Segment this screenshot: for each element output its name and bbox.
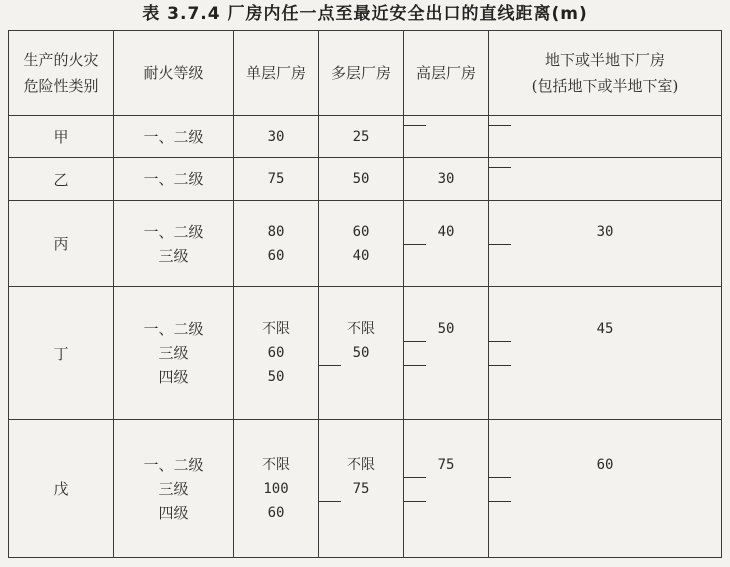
single-storey-cell xyxy=(234,201,319,287)
single-storey-cell xyxy=(234,116,319,158)
grade-value: 一、二级 xyxy=(143,320,204,338)
dash-mark xyxy=(319,501,341,526)
dash-mark xyxy=(404,501,426,526)
single-storey-value: 100 xyxy=(263,480,289,497)
multi-storey-value xyxy=(319,501,403,525)
high-rise-value xyxy=(404,341,488,365)
high-rise-cell xyxy=(404,158,489,201)
multi-storey-cell xyxy=(319,420,404,558)
header-fire-risk-category: 生产的火灾 危险性类别 xyxy=(9,31,114,116)
grade-cell xyxy=(114,201,234,287)
dash-mark xyxy=(404,477,426,502)
single-storey-value: 不限 xyxy=(262,321,290,337)
dash-mark xyxy=(489,244,511,269)
high-rise-value xyxy=(404,125,488,149)
table-row xyxy=(9,287,722,420)
underground-value xyxy=(489,167,721,191)
grade-value: 三级 xyxy=(158,344,189,362)
multi-storey-cell xyxy=(319,287,404,420)
underground-value xyxy=(489,501,721,525)
single-storey-cell xyxy=(234,420,319,558)
egress-distance-table xyxy=(8,30,722,558)
grade-value: 一、二级 xyxy=(143,170,204,188)
underground-value xyxy=(489,365,721,389)
underground-value xyxy=(489,341,721,365)
dash-mark xyxy=(404,125,426,150)
grade-cell xyxy=(114,287,234,420)
category-cell: 丙 xyxy=(9,201,114,287)
single-storey-value: 75 xyxy=(267,171,285,187)
high-rise-value: 40 xyxy=(437,223,455,240)
high-rise-value xyxy=(404,501,488,525)
category-cell: 戊 xyxy=(9,420,114,558)
multi-storey-value: 25 xyxy=(352,128,370,145)
underground-value xyxy=(489,477,721,501)
underground-cell xyxy=(489,116,722,158)
dash-mark xyxy=(319,365,341,390)
single-storey-cell xyxy=(234,158,319,201)
single-storey-value: 60 xyxy=(267,247,285,264)
high-rise-cell xyxy=(404,116,489,158)
table-row xyxy=(9,420,722,558)
dash-mark xyxy=(489,365,511,390)
single-storey-value: 60 xyxy=(267,504,285,521)
single-storey-value: 50 xyxy=(267,369,285,385)
header-high-rise: 高层厂房 xyxy=(404,31,489,116)
grade-value: 三级 xyxy=(158,479,189,498)
grade-value: 一、二级 xyxy=(143,222,204,241)
high-rise-cell xyxy=(404,201,489,287)
header-row xyxy=(9,31,722,116)
multi-storey-value: 75 xyxy=(352,480,370,497)
underground-cell xyxy=(489,201,722,287)
table-row xyxy=(9,158,722,201)
underground-value: 45 xyxy=(596,321,614,337)
multi-storey-value: 不限 xyxy=(347,456,375,473)
dash-mark xyxy=(404,365,426,390)
single-storey-value: 80 xyxy=(267,223,285,240)
dash-mark xyxy=(489,167,511,192)
high-rise-value: 30 xyxy=(437,171,455,187)
multi-storey-value: 50 xyxy=(352,171,370,187)
grade-value: 一、二级 xyxy=(143,127,204,146)
multi-storey-cell xyxy=(319,116,404,158)
table-row xyxy=(9,116,722,158)
multi-storey-value: 50 xyxy=(352,345,370,361)
grade-value: 四级 xyxy=(158,503,189,522)
grade-value: 三级 xyxy=(158,246,189,265)
underground-value: 30 xyxy=(596,223,614,240)
high-rise-cell xyxy=(404,287,489,420)
header-single-storey: 单层厂房 xyxy=(234,31,319,116)
high-rise-value xyxy=(404,477,488,501)
underground-cell xyxy=(489,287,722,420)
grade-value: 一、二级 xyxy=(143,455,204,474)
multi-storey-cell xyxy=(319,158,404,201)
grade-value: 四级 xyxy=(158,368,189,386)
grade-cell xyxy=(114,158,234,201)
multi-storey-value: 40 xyxy=(352,247,370,264)
category-cell: 甲 xyxy=(9,116,114,158)
category-cell: 乙 xyxy=(9,158,114,201)
high-rise-value: 75 xyxy=(437,456,455,473)
underground-cell xyxy=(489,158,722,201)
single-storey-value: 60 xyxy=(267,345,285,361)
multi-storey-cell xyxy=(319,201,404,287)
high-rise-value: 50 xyxy=(437,321,455,337)
underground-value xyxy=(489,125,721,149)
multi-storey-value: 不限 xyxy=(347,321,375,337)
dash-mark xyxy=(489,341,511,366)
table-body xyxy=(9,116,722,558)
high-rise-value xyxy=(404,244,488,268)
dash-mark xyxy=(489,501,511,526)
dash-mark xyxy=(489,125,511,150)
single-storey-value: 不限 xyxy=(262,456,290,473)
header-underground: 地下或半地下厂房 (包括地下或半地下室) xyxy=(489,31,722,116)
header-multi-storey: 多层厂房 xyxy=(319,31,404,116)
multi-storey-value xyxy=(319,365,403,389)
dash-mark xyxy=(404,341,426,366)
underground-cell xyxy=(489,420,722,558)
dash-mark xyxy=(489,477,511,502)
underground-value xyxy=(489,244,721,268)
high-rise-value xyxy=(404,365,488,389)
grade-cell xyxy=(114,116,234,158)
single-storey-value: 30 xyxy=(267,128,285,145)
category-cell: 丁 xyxy=(9,287,114,420)
high-rise-cell xyxy=(404,420,489,558)
underground-value: 60 xyxy=(596,456,614,473)
grade-cell xyxy=(114,420,234,558)
dash-mark xyxy=(404,244,426,269)
single-storey-cell xyxy=(234,287,319,420)
table-row xyxy=(9,201,722,287)
table-caption: 表 3.7.4 厂房内任一点至最近安全出口的直线距离(m) xyxy=(142,4,588,24)
multi-storey-value: 60 xyxy=(352,223,370,240)
header-fire-resistance-rating: 耐火等级 xyxy=(114,31,234,116)
